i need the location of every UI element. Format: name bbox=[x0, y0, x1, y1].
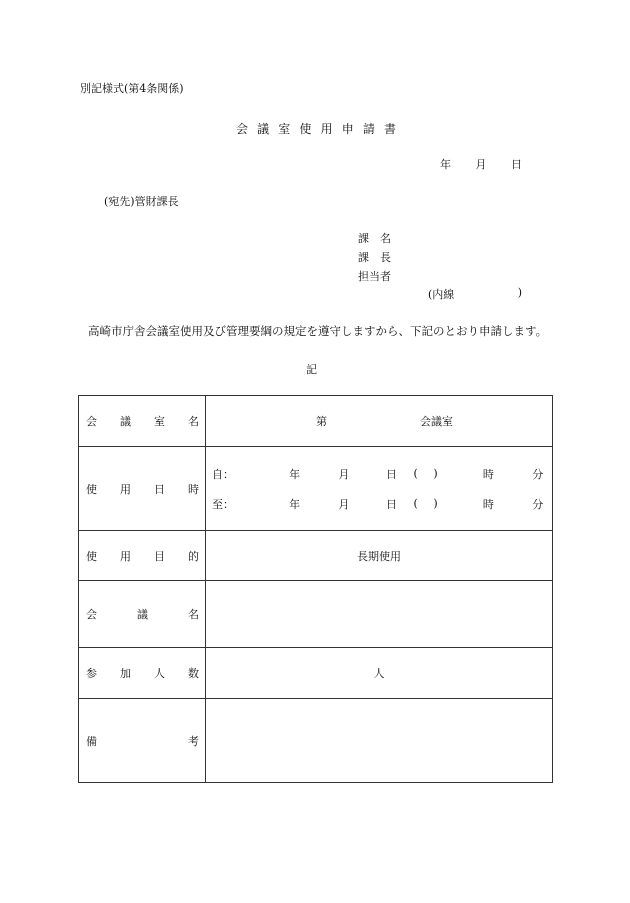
purpose-value: 長期使用 bbox=[357, 549, 401, 563]
label-char: 目 bbox=[154, 549, 165, 563]
label-char: 日 bbox=[154, 482, 165, 496]
room-suffix: 会議室 bbox=[420, 415, 453, 428]
title-char: 書 bbox=[383, 122, 396, 136]
purpose-field[interactable] bbox=[206, 531, 553, 581]
from-hour: 時 bbox=[482, 467, 494, 481]
label-char: 室 bbox=[154, 415, 165, 428]
date-year-label: 年 bbox=[440, 158, 451, 171]
usage-date-label bbox=[79, 447, 206, 531]
request-statement: 高崎市庁舎会議室使用及び管理要綱の規定を遵守しますから、下記のとおり申請します。 bbox=[88, 324, 548, 338]
extension-close: ) bbox=[517, 286, 522, 299]
usage-date-row bbox=[79, 447, 553, 531]
to-label: 至： bbox=[212, 497, 234, 511]
from-paren-open: ( bbox=[413, 467, 418, 480]
attendees-row bbox=[79, 648, 553, 699]
title-char: 請 bbox=[362, 122, 375, 136]
remarks-field[interactable] bbox=[206, 699, 553, 783]
title-char: 申 bbox=[341, 122, 354, 136]
title-char: 室 bbox=[278, 122, 291, 136]
room-prefix: 第 bbox=[316, 415, 327, 428]
meeting-name-row bbox=[79, 581, 553, 648]
label-char: 人 bbox=[154, 667, 165, 680]
document-title bbox=[236, 120, 396, 137]
remarks-row bbox=[79, 699, 553, 783]
ki-heading: 記 bbox=[306, 363, 317, 376]
label-char: 数 bbox=[188, 667, 199, 680]
sender-staff-label: 担当者 bbox=[358, 270, 391, 283]
room-name-row bbox=[79, 396, 553, 447]
remarks-label bbox=[79, 699, 206, 783]
label-char: 議 bbox=[137, 608, 148, 621]
to-minute: 分 bbox=[532, 497, 544, 511]
usage-from-row bbox=[206, 463, 552, 485]
to-month: 月 bbox=[338, 497, 350, 511]
label-char: 議 bbox=[120, 415, 131, 428]
meeting-name-label bbox=[79, 581, 206, 648]
label-char: 加 bbox=[120, 667, 131, 680]
to-hour: 時 bbox=[482, 497, 494, 511]
date-month-label: 月 bbox=[475, 158, 487, 171]
title-char: 議 bbox=[257, 122, 270, 136]
sender-chief-label: 課 長 bbox=[358, 251, 391, 264]
addressee: (宛先)管財課長 bbox=[104, 195, 179, 208]
label-char: 名 bbox=[188, 415, 199, 428]
label-char: 用 bbox=[120, 549, 131, 563]
from-month: 月 bbox=[338, 467, 350, 481]
to-paren-open: ( bbox=[413, 497, 418, 510]
attendees-field[interactable] bbox=[206, 648, 553, 699]
to-day: 日 bbox=[385, 497, 397, 511]
attendees-label bbox=[79, 648, 206, 699]
usage-to-row bbox=[206, 493, 552, 515]
label-char: 参 bbox=[86, 667, 97, 680]
title-char: 使 bbox=[299, 122, 312, 136]
meeting-name-field[interactable] bbox=[206, 581, 553, 648]
title-char: 会 bbox=[236, 122, 249, 136]
sender-extension bbox=[428, 286, 522, 302]
usage-date-field[interactable] bbox=[206, 447, 553, 531]
label-char: 使 bbox=[86, 482, 97, 496]
from-label: 自： bbox=[212, 467, 234, 481]
room-name-field[interactable] bbox=[206, 396, 553, 447]
label-char: 用 bbox=[120, 482, 131, 496]
purpose-label bbox=[79, 531, 206, 581]
from-day: 日 bbox=[385, 467, 397, 481]
label-char: 備 bbox=[86, 734, 97, 748]
to-paren-close: ) bbox=[433, 497, 438, 510]
form-reference: 別記様式(第4条関係) bbox=[80, 82, 184, 95]
title-char: 用 bbox=[320, 122, 333, 136]
to-year: 年 bbox=[289, 497, 301, 511]
label-char: 会 bbox=[86, 415, 97, 428]
purpose-row bbox=[79, 531, 553, 581]
from-year: 年 bbox=[289, 467, 301, 481]
attendees-unit: 人 bbox=[373, 667, 385, 680]
label-char: 考 bbox=[188, 734, 199, 748]
date-line bbox=[440, 156, 522, 172]
label-char: 的 bbox=[188, 549, 199, 563]
from-paren-close: ) bbox=[433, 467, 438, 480]
room-name-label bbox=[79, 396, 206, 447]
from-minute: 分 bbox=[532, 467, 544, 481]
label-char: 時 bbox=[188, 482, 199, 496]
sender-section-label: 課 名 bbox=[358, 232, 391, 245]
extension-open: (内線 bbox=[428, 288, 455, 301]
detail-table bbox=[78, 395, 553, 783]
label-char: 会 bbox=[86, 608, 97, 621]
label-char: 使 bbox=[86, 549, 97, 563]
label-char: 名 bbox=[188, 608, 199, 621]
date-day-label: 日 bbox=[511, 158, 522, 171]
